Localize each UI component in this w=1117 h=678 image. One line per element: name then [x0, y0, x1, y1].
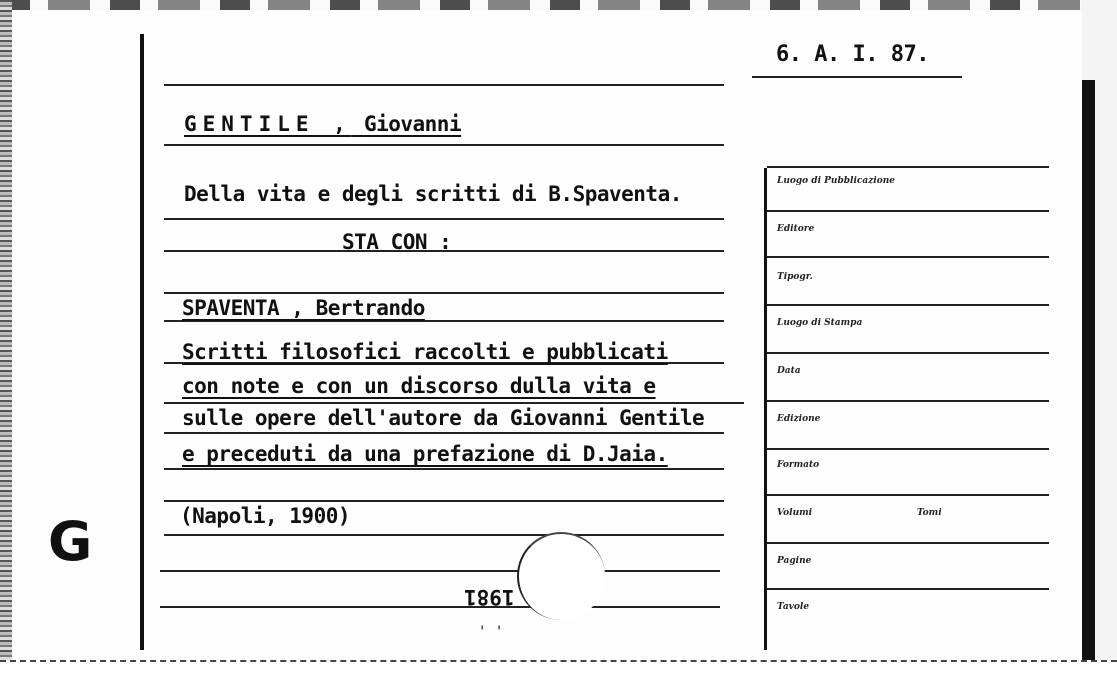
- tick-marks: ' ': [478, 624, 504, 640]
- second-title-line: sulle opere dell'autore da Giovanni Gentile: [182, 406, 705, 430]
- field-label: Pagine: [777, 556, 812, 566]
- imprint: (Napoli, 1900): [180, 504, 351, 528]
- shelfmark: 6. A. I. 87.: [776, 42, 929, 67]
- field-label-tomi: Tomi: [917, 508, 942, 518]
- side-letter: G: [48, 510, 93, 573]
- publication-details-box: [764, 168, 1049, 650]
- round-stamp: [517, 532, 605, 620]
- author-forename: Giovanni: [363, 112, 462, 136]
- second-title-line: con note e con un discorso dulla vita e: [182, 374, 656, 398]
- field-label: Formato: [777, 460, 820, 470]
- field-label: Tipogr.: [777, 272, 813, 282]
- field-label: Luogo di Stampa: [777, 318, 863, 328]
- second-title-line: Scritti filosofici raccolti e pubblicati: [182, 340, 668, 364]
- field-label: Data: [777, 366, 801, 376]
- field-label: Luogo di Pubblicazione: [777, 176, 895, 186]
- field-label: Edizione: [777, 414, 821, 424]
- scan-right-edge: [1081, 0, 1117, 678]
- field-label: Editore: [777, 224, 815, 234]
- index-card: [12, 10, 1082, 660]
- scan-top-edge: [0, 0, 1117, 10]
- scan-left-edge: [0, 0, 12, 678]
- field-label: Volumi: [777, 508, 813, 518]
- margin-line: [140, 34, 144, 650]
- second-author: SPAVENTA , Bertrando: [182, 296, 425, 320]
- author-surname: GENTILE ,: [184, 112, 352, 136]
- main-title: Della vita e degli scritti di B.Spaventa.: [184, 182, 682, 206]
- shelfmark-rule: [752, 76, 962, 78]
- second-title-line: e preceduti da una prefazione di D.Jaia.: [182, 442, 668, 466]
- scan-bottom-edge: [0, 660, 1117, 678]
- field-label: Tavole: [777, 602, 810, 612]
- stamp-number: 1981: [464, 585, 515, 609]
- cross-reference: STA CON :: [342, 230, 452, 254]
- author-heading: [184, 112, 461, 136]
